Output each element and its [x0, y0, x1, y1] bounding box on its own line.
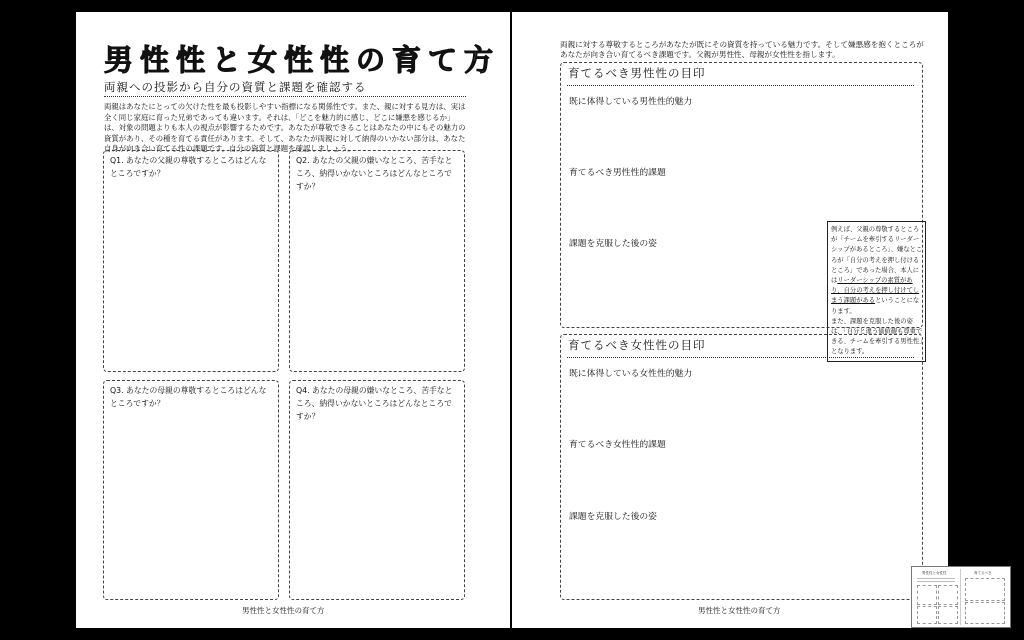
question-box-q4[interactable] [289, 380, 465, 600]
thumbnail-left-page [914, 569, 961, 625]
question-text-q4: Q4. あなたの母親の嫌いなところ、苦手なところ、納得いかないところはどんなところですか？ [296, 386, 453, 421]
masculine-label-issue: 育てるべき男性性的課題 [569, 168, 666, 178]
masculine-label-goal: 課題を克服した後の姿 [569, 239, 657, 249]
page-thumbnail-navigator[interactable] [911, 566, 1011, 628]
intro-paragraph: 両親はあなたにとっての欠けた性を最も投影しやすい指標になる関係性です。また、親に対する見方は、実は全く同じ家庭に育った兄弟であっても違います。それは、「どこを魅力的に感じ、どこに嫌悪を感じるか」は、対象の問題よりも本人の視点が影響するためです。あなたが尊敬できることはあなたの中にもその魅力の資質があり、その種を育てる責任があります。そして、あなたが両親に対して納得のいかない部分は、あなた自身が向き合い育てる性の課題です。自分の資質と課題を確認しましょう。 [104, 102, 466, 154]
example-text-underlined: リーダーシップの素質があり、自分の考えを押し付けてしまう課題がある [831, 277, 920, 305]
feminine-label-goal: 課題を克服した後の姿 [569, 512, 657, 522]
example-text-middle: ということになります。 [831, 297, 920, 315]
example-text-intro: 例えば、父親の尊敬するところが「チームを牽引するリーダーシップがあるところ」、嫌なところが「自分の考えを押し付けるところ」であった場合、本人には [831, 226, 923, 285]
page-footer: 男性性と女性性の育て方 [242, 606, 325, 615]
masculine-section-title: 育てるべき男性性の目印 [568, 66, 706, 80]
masculine-label-charm: 既に体得している男性性的魅力 [569, 97, 693, 107]
question-text-q2: Q2. あなたの父親の嫌いなところ、苦手なところ、納得いかないところはどんなところですか？ [296, 156, 453, 191]
feminine-section[interactable] [560, 334, 923, 600]
question-text-q3: Q3. あなたの母親の尊敬するところはどんなところですか？ [110, 386, 267, 408]
feminine-section-title: 育てるべき女性性の目印 [568, 338, 706, 352]
top-note: 両親に対する尊敬するところがあなたが既にその資質を持っている魅力です。そして嫌悪感を抱くところがあなたが向き合い育てるべき課題です。父親が男性性、母親が女性性を指します。 [560, 40, 924, 59]
worksheet-subtitle: 両親への投影から自分の資質と課題を確認する [104, 80, 367, 94]
feminine-label-charm: 既に体得している女性性的魅力 [569, 369, 693, 379]
thumbnail-right-title: 育てるべき [974, 571, 992, 575]
question-box-q2[interactable] [289, 150, 465, 372]
example-text-outro: また、課題を克服した後の姿は、「自分と違う価値観も尊重できる、チームを牽引する男性性」となります。 [831, 317, 923, 356]
masculine-title-divider [567, 85, 914, 86]
thumbnail-left-title: 男性性と女性性 [922, 571, 947, 575]
worksheet-title: 男性性と女性性の育て方 [104, 43, 501, 77]
right-page [512, 12, 948, 628]
page-footer: 男性性と女性性の育て方 [698, 606, 781, 615]
left-page [76, 12, 510, 628]
question-box-q1[interactable] [103, 150, 279, 372]
question-text-q1: Q1. あなたの父親の尊敬するところはどんなところですか？ [110, 156, 267, 178]
feminine-title-divider [567, 357, 914, 358]
question-box-q3[interactable] [103, 380, 279, 600]
feminine-label-issue: 育てるべき女性性的課題 [569, 440, 666, 450]
thumbnail-right-page [962, 569, 1008, 625]
subtitle-divider [104, 96, 466, 97]
